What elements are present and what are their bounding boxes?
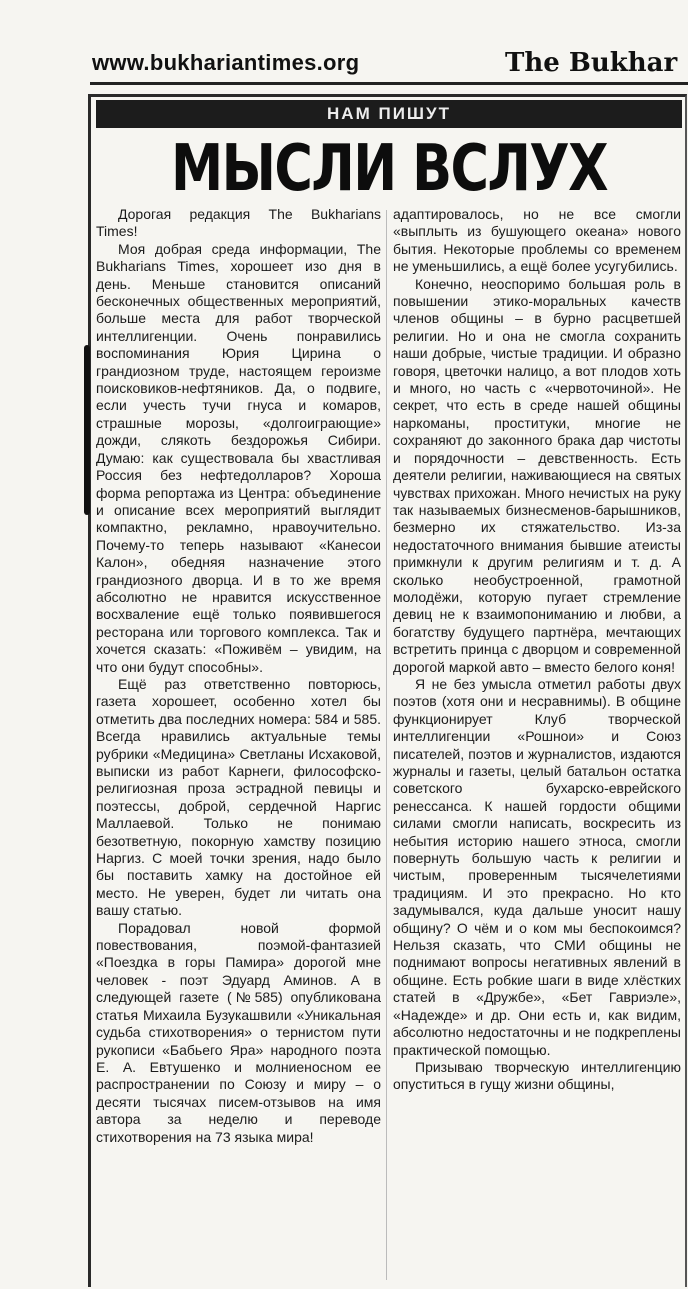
body-paragraph: Ещё раз ответственно повторюсь, газета хорошеет, особенно хотел бы отметить два последних номера: 584 и 585. Всегда нравились актуальные темы рубрики «Медицина» Светланы Исхаковой, выписки из работ Карнеги, философско-религиозная проза эстрадной певицы и поэтессы, доброй, сердечной Наргис Маллаевой. Только не понимаю безответную, покорную хамству позицию Наргиз. С моей точки зрения, надо было бы поставить хамку на достойное ей место. Не уверен, будет ли читать она вашу статью. [96,675,381,919]
body-paragraph: Моя добрая среда информации, The Bukharians Times, хорошеет изо дня в день. Меньше становится описаний бесконечных общественных мероприятий, больше места для работ творческой интеллигенции. Очень понравились воспоминания Юрия Цирина о грандиозном труде, настоящем героизме поисковиков-нефтяников. Да, о подвиге, если учесть тучи гнуса и комаров, страшные морозы, «долгоиграющие» дожди, слякоть бездорожья Сибири. Думаю: как существовала бы хвастливая Россия без нефтедолларов? Хороша форма репортажа из Центра: объединение и описание всех мероприятий выглядит компактно, рекламно, нравоучительно. Почему-то теперь называют «Канесои Калон», обедняя назначение этого грандиозного дворца. И в то же время абсолютно не нравится искусственное восхваление ещё только появившегося ресторана или торгового комплекса. Так и хочется сказать: «Поживём – увидим, на что они будут способны». [96,240,381,675]
body-paragraph: Призываю творческую интеллигенцию опуститься в гущу жизни общины, [393,1058,681,1093]
article-headline: МЫСЛИ ВСЛУХ [171,132,607,206]
body-paragraph: Конечно, неоспоримо большая роль в повышении этико-моральных качеств членов общины – в бурно расцветшей религии. Но и она не смогла сохранить наши добрые, чистые традиции. И образно говоря, цветочки налицо, а вот плодов хоть и много, но часть с «червоточиной». Не секрет, что есть в среде нашей общины наркоманы, проституки, многие не сохраняют до законного брака дар чистоты и порядочности – девственность. Есть деятели религии, наживающиеся на святых чувствах прихожан. Много нечистых на руку так называемых бизнесменов-барышников, безмерно их стяжательство. Из-за недостаточного внимания бывшие атеисты примкнули к другим религиям и т. д. А сколько необустроенной, грамотной молодёжи, которую пугает стремление девиц не к взаимопониманию и любви, а богатству будущего партнёра, мечтающих встретить принца с дворцом и современной дорогой маркой авто – вместо белого коня! [393,275,681,675]
body-paragraph: Порадовал новой формой повествования, поэмой-фантазией «Поездка в горы Памира» дорогой мне человек - поэт Эдуард Аминов. А в следующей газете (№585) опубликована статья Михаила Бузукашвили «Уникальная судьба стихотворения» о тернистом пути рукописи «Бабьего Яра» народного поэта Е. А. Евтушенко и молниеносном ее распространении по Союзу и миру – о десяти тысячах писем-отзывов на имя автора за неделю и переводе стихотворения на 73 языка мира! [96,919,381,1145]
greeting-paragraph: Дорогая редакция The Bukharians Times! [96,206,381,240]
newspaper-masthead: The Bukhar [505,48,678,78]
page-header [0,40,688,82]
continued-paragraph: адаптировалось, но не все смогли «выплыть из бушующего океана» нового бытия. Некоторые проблемы со временем не уменьшились, а ещё более усугубились. [393,206,681,275]
pen-mark [84,345,90,515]
site-url: www.bukhariantimes.org [92,50,360,75]
rubric-banner: НАМ ПИШУТ [96,100,682,128]
header-divider [90,82,688,85]
left-column [96,206,381,1281]
column-divider [386,210,387,1280]
body-paragraph: Я не без умысла отметил работы двух поэтов (хотя они и несравнимы). В общине функционирует Клуб творческой интеллигенции «Рошнои» и Союз писателей, поэтов и журналистов, издаются журналы и газеты, целый батальон остатка советского бухарско-еврейского ренессанса. К нашей гордости общими силами смогли написать, воскресить из небытия историю нашего этноса, смогли повернуть большую часть к религии и чистым, проверенным тысячелетиями традициям. И это прекрасно. Но кто задумывался, куда дальше уносит нашу общину? О чём и о ком мы беспокоимся? Нельзя сказать, что СМИ общины не поднимают вопросы негативных явлений в общине. Есть робкие шаги в виде хлёстких статей в «Дружбе», «Бет Гавриэле», «Надежде» и др. Они есть и, как видим, абсолютно недостаточны и не подкреплены практической помощью. [393,675,681,1058]
right-column [393,206,681,1281]
